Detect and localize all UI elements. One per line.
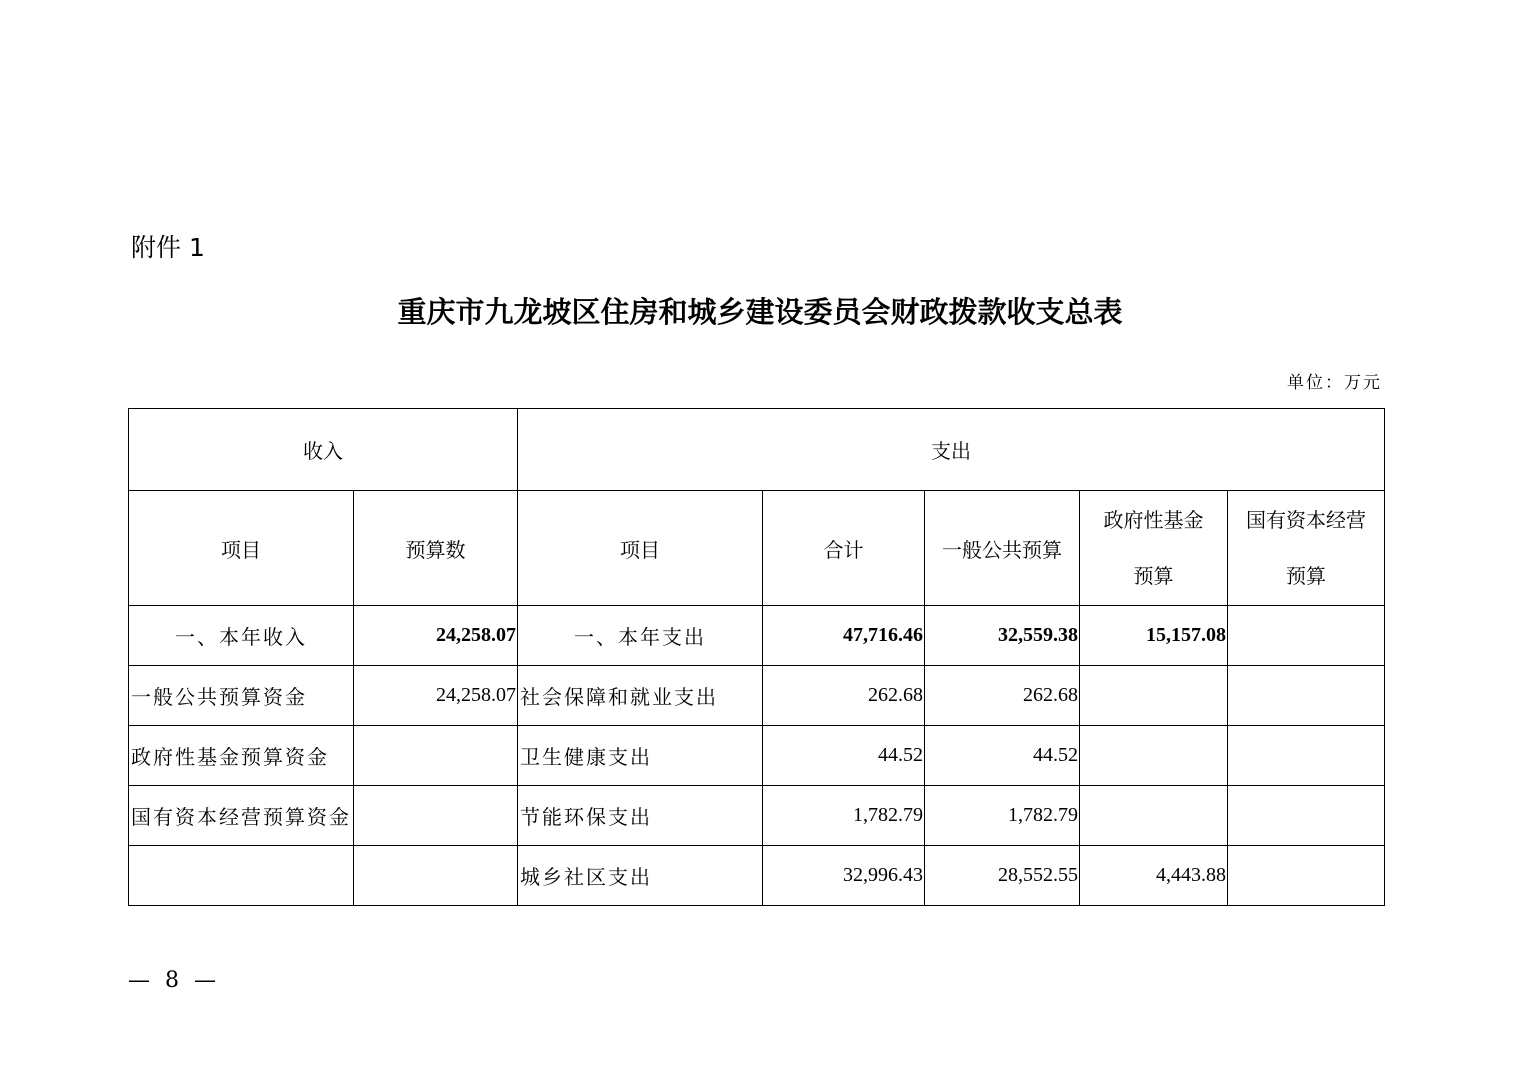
general-budget-cell: 32,559.38 xyxy=(925,606,1080,666)
income-budget-cell: 24,258.07 xyxy=(354,606,518,666)
expense-header: 支出 xyxy=(518,409,1385,491)
general-budget-cell: 262.68 xyxy=(925,666,1080,726)
table-row xyxy=(129,726,1385,786)
state-capital-cell xyxy=(1228,606,1385,666)
col-general-budget: 一般公共预算 xyxy=(925,491,1080,606)
col-expense-item: 项目 xyxy=(518,491,763,606)
income-budget-cell xyxy=(354,726,518,786)
attachment-label: 附件 1 xyxy=(131,233,205,262)
gov-fund-cell: 15,157.08 xyxy=(1080,606,1228,666)
col-state-capital-line2: 预算 xyxy=(1286,564,1327,588)
budget-summary-table xyxy=(128,408,1385,906)
col-gov-fund xyxy=(1080,491,1228,606)
gov-fund-cell: 4,443.88 xyxy=(1080,846,1228,906)
state-capital-cell xyxy=(1228,846,1385,906)
income-item-cell: 一、本年收入 xyxy=(129,606,354,666)
income-budget-cell: 24,258.07 xyxy=(354,666,518,726)
unit-label: 单位：万元 xyxy=(1287,373,1382,393)
table-header-row xyxy=(129,409,1385,491)
gov-fund-cell xyxy=(1080,666,1228,726)
general-budget-cell: 28,552.55 xyxy=(925,846,1080,906)
income-item-cell xyxy=(129,846,354,906)
gov-fund-cell xyxy=(1080,786,1228,846)
expense-item-cell: 一、本年支出 xyxy=(518,606,763,666)
income-item-cell: 政府性基金预算资金 xyxy=(129,726,354,786)
col-income-budget: 预算数 xyxy=(354,491,518,606)
total-cell: 1,782.79 xyxy=(763,786,925,846)
col-state-capital-line1: 国有资本经营 xyxy=(1246,508,1367,532)
total-cell: 262.68 xyxy=(763,666,925,726)
col-income-item: 项目 xyxy=(129,491,354,606)
page-number: — 8 — xyxy=(128,968,220,993)
expense-item-cell: 卫生健康支出 xyxy=(518,726,763,786)
total-cell: 44.52 xyxy=(763,726,925,786)
state-capital-cell xyxy=(1228,726,1385,786)
col-gov-fund-line2: 预算 xyxy=(1133,564,1174,588)
income-item-cell: 国有资本经营预算资金 xyxy=(129,786,354,846)
expense-item-cell: 城乡社区支出 xyxy=(518,846,763,906)
table-row xyxy=(129,786,1385,846)
general-budget-cell: 44.52 xyxy=(925,726,1080,786)
income-header: 收入 xyxy=(129,409,518,491)
general-budget-cell: 1,782.79 xyxy=(925,786,1080,846)
total-cell: 32,996.43 xyxy=(763,846,925,906)
col-gov-fund-line1: 政府性基金 xyxy=(1103,508,1204,532)
state-capital-cell xyxy=(1228,666,1385,726)
income-item-cell: 一般公共预算资金 xyxy=(129,666,354,726)
document-title: 重庆市九龙坡区住房和城乡建设委员会财政拨款收支总表 xyxy=(397,295,1123,329)
state-capital-cell xyxy=(1228,786,1385,846)
expense-item-cell: 节能环保支出 xyxy=(518,786,763,846)
income-budget-cell xyxy=(354,846,518,906)
total-cell: 47,716.46 xyxy=(763,606,925,666)
expense-item-cell: 社会保障和就业支出 xyxy=(518,666,763,726)
col-total: 合计 xyxy=(763,491,925,606)
table-row xyxy=(129,666,1385,726)
col-state-capital xyxy=(1228,491,1385,606)
income-budget-cell xyxy=(354,786,518,846)
table-column-row xyxy=(129,491,1385,606)
table-row xyxy=(129,846,1385,906)
table-row xyxy=(129,606,1385,666)
gov-fund-cell xyxy=(1080,726,1228,786)
